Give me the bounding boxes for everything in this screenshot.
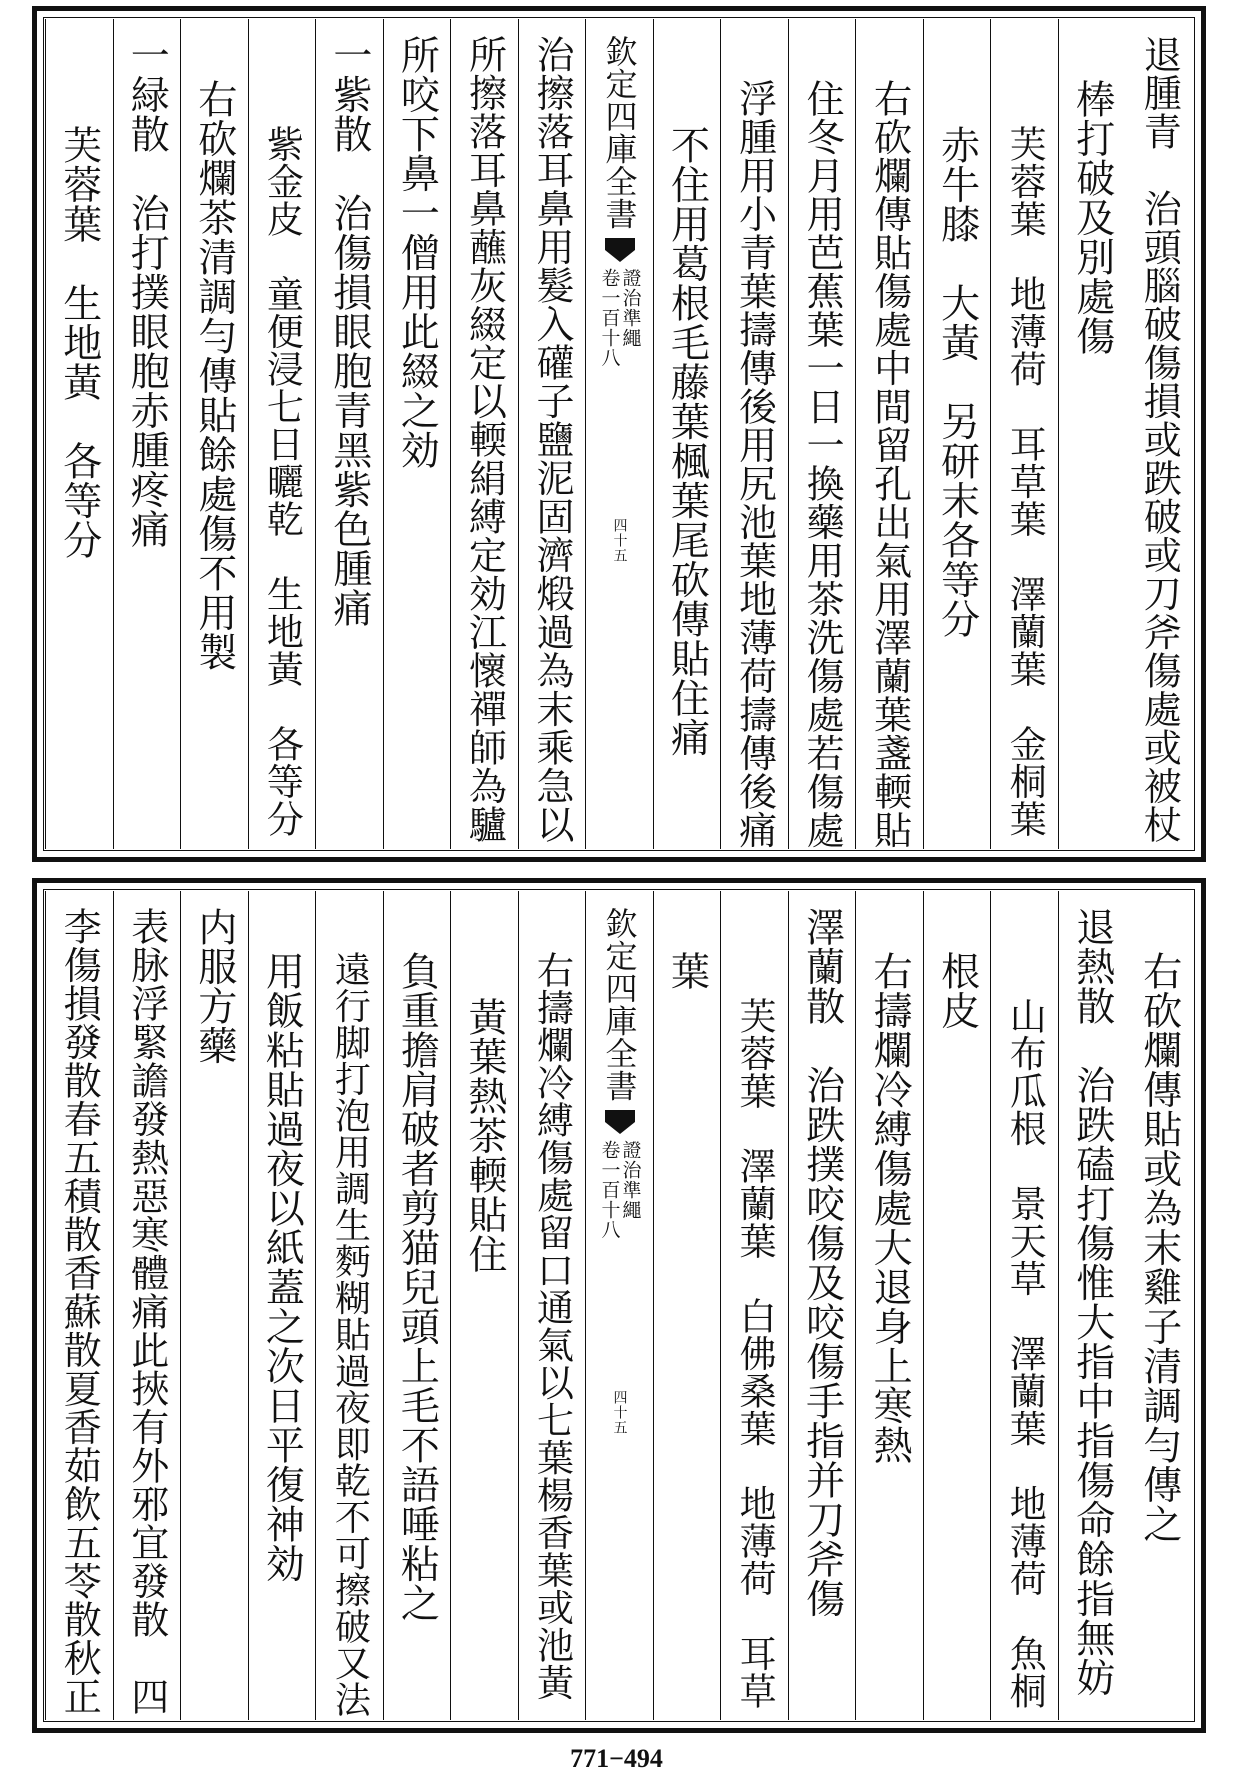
text-column <box>855 19 923 849</box>
column-text: 所擦落耳鼻蘸灰綴定以輭絹縛定効江懷禪師為驢 <box>462 35 507 844</box>
column-text: 浮腫用小青葉擣傳後用尻池葉地薄荷擣傳後痛 <box>732 79 777 849</box>
book-title: 欽定四庫全書 <box>600 907 639 1102</box>
text-column <box>855 891 923 1720</box>
text-column <box>450 891 518 1720</box>
column-text: 一紫散 治傷損眼胞青黑紫色腫痛 <box>326 35 372 628</box>
book-title: 欽定四庫全書 <box>600 35 639 230</box>
column-text: 右擣爛冷縛傷處大退身上寒熱 <box>867 951 913 1465</box>
text-column <box>518 19 586 849</box>
text-column <box>720 891 788 1720</box>
text-column <box>518 891 586 1720</box>
text-column <box>315 19 383 849</box>
text-column <box>1058 891 1126 1720</box>
text-column <box>180 19 248 849</box>
column-text: 所咬下鼻一僧用此綴之効 <box>394 35 440 470</box>
column-text: 芙蓉葉 地薄荷 耳草葉 澤蘭葉 金桐葉 <box>1003 125 1047 838</box>
book-subtitle: 證治準繩 <box>619 268 642 348</box>
column-text: 右擣爛冷縛傷處留口通氣以七葉楊香葉或池黃 <box>530 951 574 1701</box>
column-text: 右砍爛茶清調勻傳貼餘處傷不用製 <box>191 79 237 672</box>
text-column <box>1125 19 1193 849</box>
text-column <box>653 19 721 849</box>
center-fold-column <box>585 19 653 849</box>
text-column <box>248 891 316 1720</box>
text-column <box>113 891 181 1720</box>
text-column <box>45 891 113 1720</box>
text-column <box>248 19 316 849</box>
book-subtitle: 證治準繩 <box>619 1140 642 1220</box>
column-text: 黃葉熱茶輭貼住 <box>461 997 507 1274</box>
upper-page-panel <box>32 6 1206 862</box>
text-column <box>788 19 856 849</box>
fishtail-mark-icon <box>605 1110 635 1134</box>
leaf-number: 四十五 <box>611 518 628 563</box>
column-text: 不住用葛根毛藤葉楓葉尾砍傳貼住痛 <box>664 125 710 757</box>
center-fold-column <box>585 891 653 1720</box>
text-column <box>923 891 991 1720</box>
column-text: 退腫青 治頭腦破傷損或跌破或刀斧傷處或被杖 <box>1137 35 1182 844</box>
column-text: 棒打破及別處傷 <box>1069 79 1115 356</box>
column-text: 赤牛膝 大黃 另研末各等分 <box>934 125 980 639</box>
column-text: 遠行脚打泡用調生麪糊貼過夜即乾不可擦破又法 <box>329 951 371 1718</box>
text-column <box>45 19 113 849</box>
upper-page-columns <box>45 19 1193 849</box>
column-text: 用飯粘貼過夜以紙蓋之次日平復神効 <box>259 951 305 1583</box>
column-text: 李傷損發散春五積散香蘇散夏香茹飲五苓散秋正 <box>57 907 102 1716</box>
text-column <box>450 19 518 849</box>
column-text: 葉 <box>664 951 710 991</box>
leaf-number: 四十五 <box>611 1390 628 1435</box>
column-text: 右砍爛傳貼傷處中間留孔出氣用澤蘭葉盞輭貼 <box>867 79 912 849</box>
text-column <box>788 891 856 1720</box>
column-text: 紫金皮 童便浸七日曬乾 生地黃 各等分 <box>260 125 304 838</box>
text-column <box>720 19 788 849</box>
volume-number: 卷一百十八 <box>598 268 621 368</box>
column-text: 一緑散 治打撲眼胞赤腫疼痛 <box>124 35 170 549</box>
text-column <box>113 19 181 849</box>
column-text: 住冬月用芭蕉葉一日一換藥用茶洗傷處若傷處 <box>800 79 845 849</box>
column-text: 治擦落耳鼻用髮入礶子鹽泥固濟煅過為末乘急以 <box>529 35 574 844</box>
text-column <box>653 891 721 1720</box>
column-text: 芙蓉葉 生地黃 各等分 <box>56 125 102 560</box>
column-text: 芙蓉葉 澤蘭葉 白佛桑葉 地薄荷 耳草 <box>733 997 777 1710</box>
text-column <box>315 891 383 1720</box>
column-text: 負重擔肩破者剪猫兒頭上毛不語唾粘之 <box>394 951 440 1623</box>
text-column <box>1058 19 1126 849</box>
column-text: 山布瓜根 景天草 澤蘭葉 地薄荷 魚桐 <box>1003 997 1047 1710</box>
text-column <box>990 19 1058 849</box>
fishtail-mark-icon <box>605 238 635 262</box>
text-column <box>180 891 248 1720</box>
lower-page-panel <box>32 878 1206 1733</box>
column-text: 根皮 <box>934 951 980 1030</box>
page-number-footer: 771−494 <box>570 1744 663 1773</box>
text-column <box>383 891 451 1720</box>
column-text: 右砍爛傳貼或為末雞子清調勻傳之 <box>1136 951 1182 1544</box>
column-text: 表脉浮緊譫發熱惡寒體痛此挾有外邪宜發散 四 <box>124 907 169 1716</box>
column-text: 澤蘭散 治跌撲咬傷及咬傷手指并刀斧傷 <box>799 907 845 1618</box>
lower-page-columns <box>45 891 1193 1720</box>
volume-number: 卷一百十八 <box>598 1140 621 1240</box>
text-column <box>990 891 1058 1720</box>
text-column <box>383 19 451 849</box>
column-text: 内服方藥 <box>191 907 237 1065</box>
text-column <box>923 19 991 849</box>
text-column <box>1125 891 1193 1720</box>
column-text: 退熱散 治跌磕打傷惟大指中指傷命餘指無妨 <box>1069 907 1115 1697</box>
